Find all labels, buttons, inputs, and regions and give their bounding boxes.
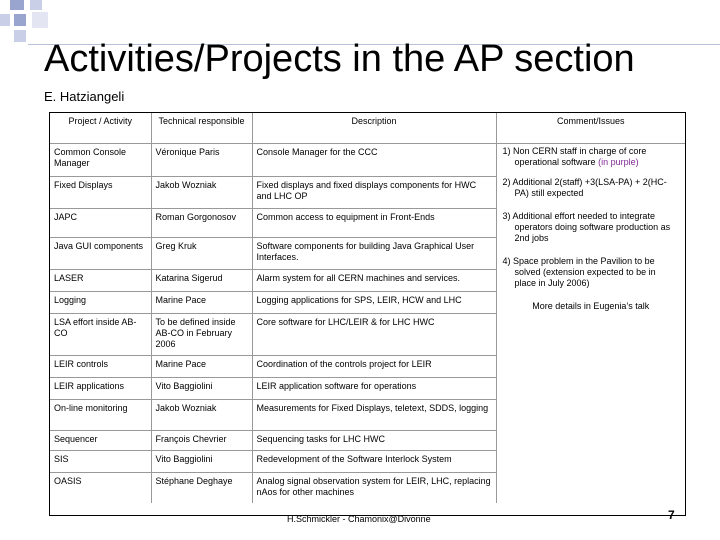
responsible-cell: Véronique Paris bbox=[151, 144, 252, 177]
responsible-cell: Marine Pace bbox=[151, 356, 252, 378]
header-comments: Comment/Issues bbox=[496, 113, 685, 144]
header-description: Description bbox=[252, 113, 496, 144]
description-cell: Fixed displays and fixed displays components for HWC and LHC OP bbox=[252, 177, 496, 209]
comment-1 bbox=[503, 146, 680, 168]
description-cell: Logging applications for SPS, LEIR, HCW and LHC bbox=[252, 292, 496, 314]
project-cell: OASIS bbox=[54, 476, 82, 486]
description-cell: Analog signal observation system for LEIR, LHC, replacing nAos for other machines bbox=[252, 473, 496, 503]
project-cell: LASER bbox=[50, 270, 151, 292]
description-cell: Sequencing tasks for LHC HWC bbox=[252, 431, 496, 451]
project-cell: Fixed Displays bbox=[50, 177, 151, 209]
comment-2: 2) Additional 2(staff) +3(LSA-PA) + 2(HC-PA) still expected bbox=[502, 177, 667, 198]
description-cell: LEIR application software for operations bbox=[252, 378, 496, 400]
header-project: Project / Activity bbox=[50, 113, 151, 144]
comment-1-text: 1) Non CERN staff in charge of core operational software bbox=[502, 146, 647, 167]
comments-cell bbox=[496, 144, 685, 503]
responsible-cell: Marine Pace bbox=[151, 292, 252, 314]
project-cell: Sequencer bbox=[50, 431, 151, 451]
responsible-cell: Vito Baggiolini bbox=[151, 451, 252, 473]
project-cell: On-line monitoring bbox=[50, 400, 151, 431]
project-cell: Common Console Manager bbox=[50, 144, 151, 177]
table-header-row bbox=[50, 113, 685, 144]
description-cell: Core software for LHC/LEIR & for LHC HWC bbox=[252, 314, 496, 356]
project-cell: Logging bbox=[50, 292, 151, 314]
responsible-cell: Roman Gorgonosov bbox=[151, 209, 252, 238]
project-cell: LSA effort inside AB-CO bbox=[50, 314, 151, 356]
comment-5: More details in Eugenia’s talk bbox=[532, 301, 650, 311]
comment-4: 4) Space problem in the Pavilion to be solved (extension expected to be in place in July 2006) bbox=[502, 256, 656, 288]
project-cell: Java GUI components bbox=[50, 238, 151, 270]
project-cell: LEIR applications bbox=[50, 378, 151, 400]
description-cell: Measurements for Fixed Displays, teletext, SDDS, logging bbox=[252, 400, 496, 431]
description-cell: Console Manager for the CCC bbox=[252, 144, 496, 177]
header-responsible: Technical responsible bbox=[151, 113, 252, 144]
table-row bbox=[50, 144, 685, 177]
projects-table bbox=[49, 112, 686, 516]
responsible-cell: Stéphane Deghaye bbox=[151, 473, 252, 503]
project-cell: LEIR controls bbox=[50, 356, 151, 378]
responsible-cell: Katarina Sigerud bbox=[151, 270, 252, 292]
page-number: 7 bbox=[668, 508, 675, 522]
footer: H.Schmickler - Chamonix@Divonne bbox=[287, 514, 431, 524]
responsible-cell: Vito Baggiolini bbox=[151, 378, 252, 400]
responsible-cell: Greg Kruk bbox=[151, 238, 252, 270]
project-cell: JAPC bbox=[50, 209, 151, 238]
project-cell: SIS bbox=[50, 451, 151, 473]
slide-title: Activities/Projects in the AP section bbox=[44, 38, 635, 80]
comment-3: 3) Additional effort needed to integrate operators doing software production as 2nd jobs bbox=[502, 211, 671, 243]
description-cell: Software components for building Java Graphical User Interfaces. bbox=[252, 238, 496, 270]
comment-1-highlight: (in purple) bbox=[598, 157, 639, 167]
responsible-cell: Jakob Wozniak bbox=[151, 400, 252, 431]
description-cell: Common access to equipment in Front-Ends bbox=[252, 209, 496, 238]
description-cell: Coordination of the controls project for LEIR bbox=[252, 356, 496, 378]
responsible-cell: Jakob Wozniak bbox=[151, 177, 252, 209]
description-cell: Redevelopment of the Software Interlock System bbox=[252, 451, 496, 473]
author: E. Hatziangeli bbox=[44, 89, 125, 104]
responsible-cell: To be defined inside AB-CO in February 2006 bbox=[151, 314, 252, 356]
description-cell: Alarm system for all CERN machines and services. bbox=[252, 270, 496, 292]
responsible-cell: François Chevrier bbox=[151, 431, 252, 451]
